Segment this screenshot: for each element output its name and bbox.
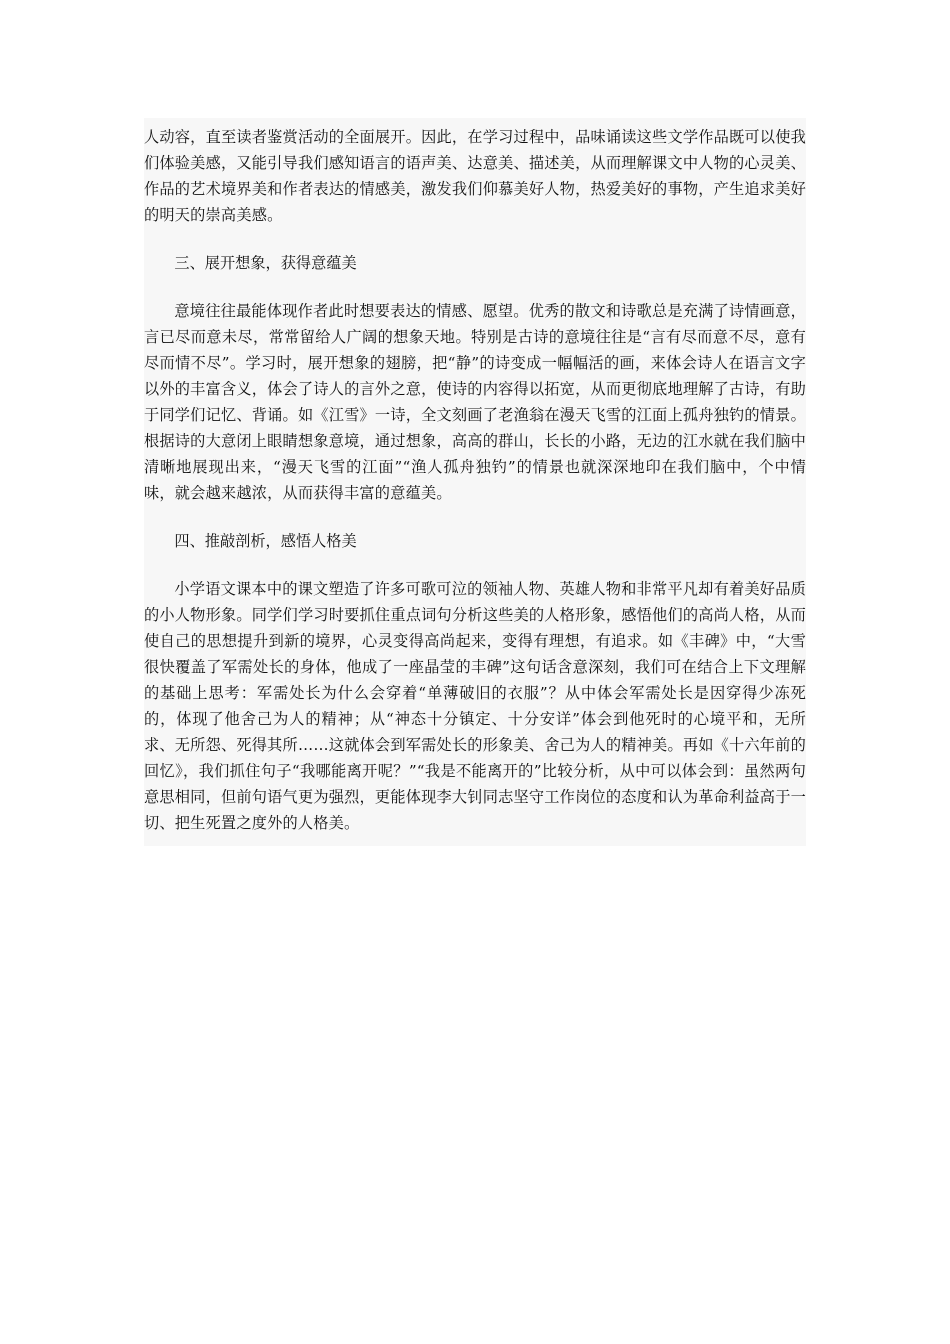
paragraph-imagery: 意境往往最能体现作者此时想要表达的情感、愿望。优秀的散文和诗歌总是充满了诗情画意，言已尽而意未尽，常常留给人广阔的想象天地。特别是古诗的意境往往是“言有尽而意不尽，意有尽而情不尽”。学习时，展开想象的翅膀，把“静”的诗变成一幅幅活的画，来体会诗人在语言文字以外的丰富含义，体会了诗人的言外之意，使诗的内容得以拓宽，从而更彻底地理解了古诗，有助于同学们记忆、背诵。如《江雪》一诗，全文刻画了老渔翁在漫天飞雪的江面上孤舟独钓的情景。根据诗的大意闭上眼睛想象意境，通过想象，高高的群山，长长的小路，无边的江水就在我们脑中清晰地展现出来，“漫天飞雪的江面”“渔人孤舟独钓”的情景也就深深地印在我们脑中，个中情味，就会越来越浓，从而获得丰富的意蕴美。: [144, 302, 806, 502]
paragraph-personality: 小学语文课本中的课文塑造了许多可歌可泣的领袖人物、英雄人物和非常平凡却有着美好品质的小人物形象。同学们学习时要抓住重点词句分析这些美的人格形象，感悟他们的高尚人格，从而使自己的思想提升到新的境界，心灵变得高尚起来，变得有理想，有追求。如《丰碑》中，“大雪很快覆盖了军需处长的身体，他成了一座晶莹的丰碑”这句话含意深刻，我们可在结合上下文理解的基础上思考：军需处长为什么会穿着“单薄破旧的衣服”？从中体会军需处长是因穿得少冻死的，体现了他舍己为人的精神；从“神态十分镇定、十分安详”体会到他死时的心境平和，无所求、无所怨、死得其所……这就体会到军需处长的形象美、舍己为人的精神美。再如《十六年前的回忆》，我们抓住句子“我哪能离开呢？”“我是不能离开的”比较分析，从中可以体会到：虽然两句意思相同，但前句语气更为强烈，更能体现李大钊同志坚守工作岗位的态度和认为革命利益高于一切、把生死置之度外的人格美。: [144, 580, 806, 832]
paragraph-gap: [144, 276, 806, 298]
document-text-block: [144, 118, 806, 846]
paragraph-intro-continued: 人动容，直至读者鉴赏活动的全面展开。因此，在学习过程中，品味诵读这些文学作品既可以使我们体验美感，又能引导我们感知语言的语声美、达意美、描述美，从而理解课文中人物的心灵美、作品的艺术境界美和作者表达的情感美，激发我们仰慕美好人物，热爱美好的事物，产生追求美好的明天的崇高美感。: [144, 128, 806, 224]
paragraph-gap: [144, 554, 806, 576]
section-heading-three: 三、展开想象，获得意蕴美: [174, 254, 357, 272]
paragraph-gap: [144, 228, 806, 250]
section-heading-four: 四、推敲剖析，感悟人格美: [174, 532, 357, 550]
paragraph-gap: [144, 506, 806, 528]
